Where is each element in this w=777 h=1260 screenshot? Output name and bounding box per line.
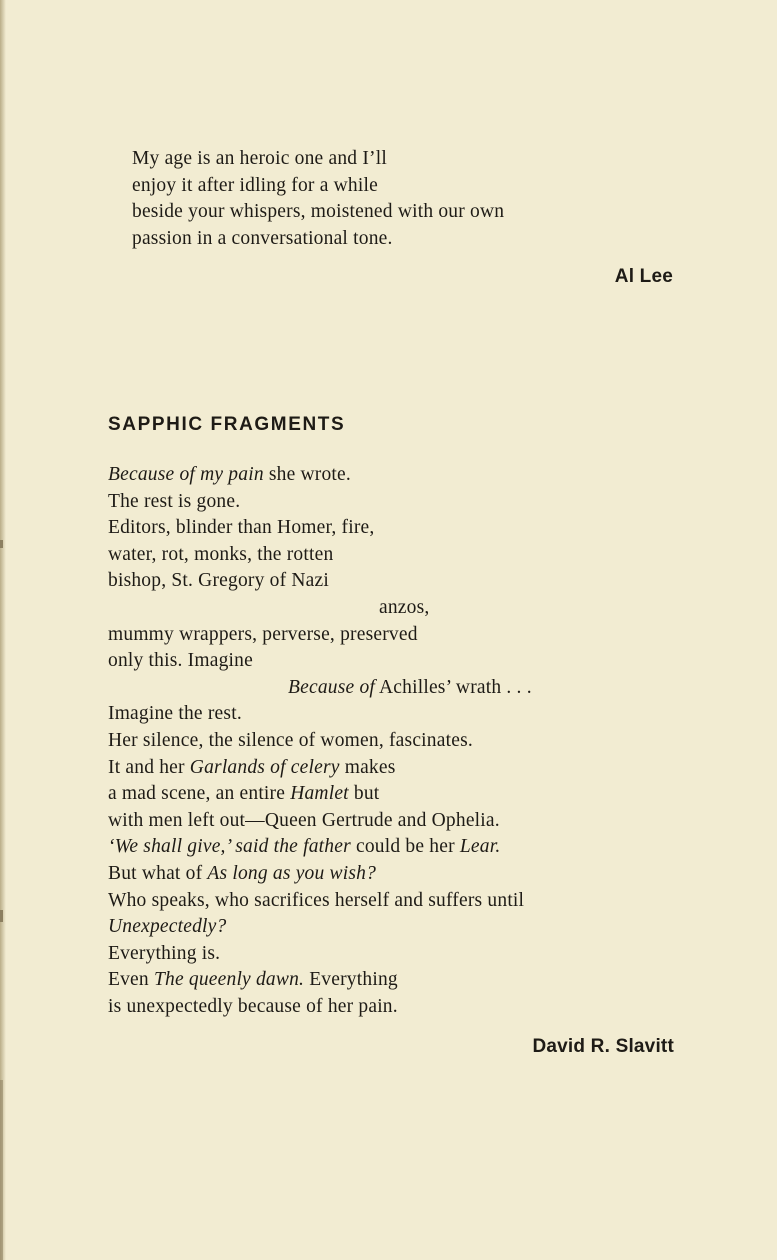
poem-line [108,595,708,622]
poem-line [108,515,708,542]
poem-line [108,542,708,569]
poem-line [108,834,708,861]
text-run: a mad scene, an entire [108,783,291,805]
text-run: but [348,783,380,805]
text-run: Achilles’ wrath . . . [375,676,532,698]
page-edge-shadow [0,0,6,1260]
poem-line [108,728,708,755]
binding-mark [0,910,3,922]
poem-line: passion in a conversational tone. [132,227,393,249]
text-run: with men left out—Queen Gertrude and Ophelia. [108,809,500,831]
text-run: Editors, blinder than Homer, fire, [108,517,375,539]
poem-line [108,888,708,915]
poem-title: SAPPHIC FRAGMENTS [108,414,346,435]
first-poem-stanza [132,146,692,252]
poem-line [108,755,708,782]
italic-phrase: Unexpectedly? [108,916,227,938]
italic-phrase: Because of [288,676,376,698]
text-run: mummy wrappers, perverse, preserved [108,623,418,645]
poem-line: My age is an heroic one and I’ll [132,148,387,169]
text-run: Everything [304,969,398,991]
poem-line [108,648,708,675]
poem-line: beside your whispers, moistened with our own [132,201,505,223]
poem-line: enjoy it after idling for a while [132,174,378,196]
text-run: is unexpectedly because of her pain. [108,995,398,1017]
italic-phrase: The queenly dawn. [153,969,305,991]
poem-line [108,781,708,808]
text-run: Even [108,969,154,991]
italic-phrase: As long as you wish? [207,862,377,884]
text-run: anzos, [379,596,430,618]
first-poem-author: Al Lee [614,266,673,287]
second-poem-body [108,462,708,1020]
italic-phrase: Garlands of celery [189,756,340,778]
text-run: It and her [108,756,190,778]
binding-mark [0,540,3,548]
text-run: Who speaks, who sacrifices herself and suffers until [108,889,525,911]
text-run: bishop, St. Gregory of Nazi [108,570,329,592]
poem-line [108,701,708,728]
poem-line [108,967,708,994]
text-run: But what of [108,862,208,884]
italic-phrase: ‘We shall give,’ said the father [108,836,351,858]
poem-line [108,994,708,1021]
poem-line [108,568,708,595]
poem-line [108,941,708,968]
second-poem-author: David R. Slavitt [532,1036,674,1057]
poem-line [108,914,708,941]
text-run: The rest is gone. [108,490,241,512]
text-run: she wrote. [263,464,351,485]
text-run: Her silence, the silence of women, fascinates. [108,729,473,751]
text-run: Imagine the rest. [108,703,242,725]
poem-line [108,622,708,649]
italic-phrase: Lear. [459,836,501,858]
poem-line [108,675,708,702]
text-run: water, rot, monks, the rotten [108,543,334,565]
poem-line [108,808,708,835]
poem-line [108,861,708,888]
binding-shadow [0,1080,3,1260]
text-run: only this. Imagine [108,650,253,672]
italic-phrase: Hamlet [290,783,349,805]
text-run: Everything is. [108,942,221,964]
poem-line [108,489,708,516]
text-run: makes [339,756,396,778]
text-run: could be her [350,836,460,858]
italic-phrase: Because of my pain [108,464,264,485]
poem-line [108,462,708,489]
